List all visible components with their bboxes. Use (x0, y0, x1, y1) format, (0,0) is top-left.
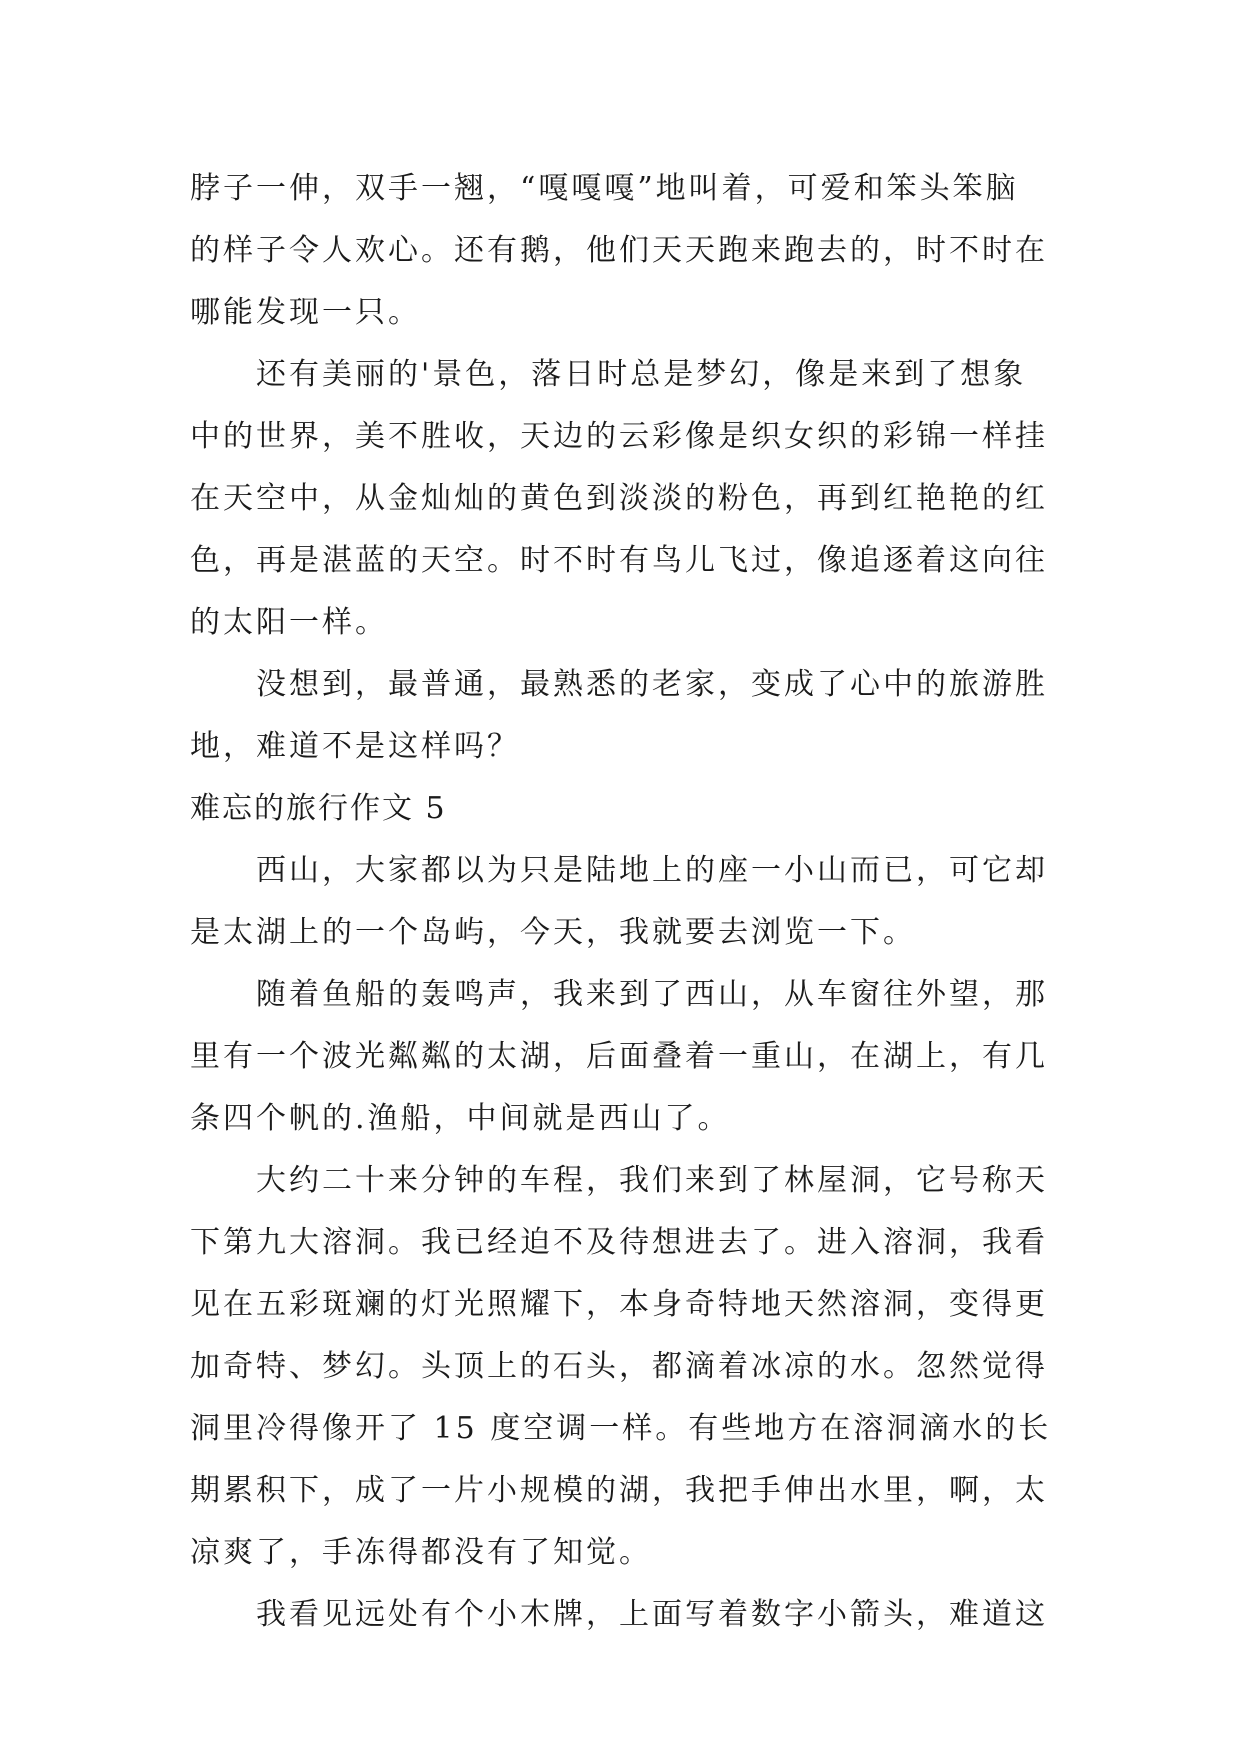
paragraph-start-line: 大约二十来分钟的车程，我们来到了林屋洞，它号称天 (256, 1163, 1048, 1198)
text-line: 见在五彩斑斓的灯光照耀下，本身奇特地天然溶洞，变得更 (190, 1287, 1048, 1322)
paragraph-start-line: 还有美丽的'景色，落日时总是梦幻，像是来到了想象 (256, 357, 1027, 392)
text-line: 的太阳一样。 (190, 605, 388, 640)
text-line: 加奇特、梦幻。头顶上的石头，都滴着冰凉的水。忽然觉得 (190, 1349, 1048, 1384)
text-line: 凉爽了，手冻得都没有了知觉。 (190, 1535, 652, 1570)
text-line: 脖子一伸，双手一翘，“嘎嘎嘎”地叫着，可爱和笨头笨脑 (190, 171, 1019, 206)
text-line: 条四个帆的.渔船，中间就是西山了。 (190, 1101, 731, 1136)
text-line: 地，难道不是这样吗？ (190, 729, 520, 764)
text-line: 里有一个波光粼粼的太湖，后面叠着一重山，在湖上，有几 (190, 1039, 1048, 1074)
text-line: 在天空中，从金灿灿的黄色到淡淡的粉色，再到红艳艳的红 (190, 481, 1048, 516)
text-line: 色，再是湛蓝的天空。时不时有鸟儿飞过，像追逐着这向往 (190, 543, 1048, 578)
text-line: 中的世界，美不胜收，天边的云彩像是织女织的彩锦一样挂 (190, 419, 1048, 454)
article-body (190, 158, 1060, 1646)
section-heading: 难忘的旅行作文 5 (190, 791, 447, 826)
paragraph-start-line: 西山，大家都以为只是陆地上的座一小山而已，可它却 (256, 853, 1048, 888)
text-line: 期累积下，成了一片小规模的湖，我把手伸出水里，啊，太 (190, 1473, 1048, 1508)
text-line: 洞里冷得像开了 15 度空调一样。有些地方在溶洞滴水的长 (190, 1411, 1052, 1446)
paragraph-start-line: 我看见远处有个小木牌，上面写着数字小箭头，难道这 (256, 1597, 1048, 1632)
text-line: 下第九大溶洞。我已经迫不及待想进去了。进入溶洞，我看 (190, 1225, 1048, 1260)
text-line: 的样子令人欢心。还有鹅，他们天天跑来跑去的，时不时在 (190, 233, 1048, 268)
text-line: 哪能发现一只。 (190, 295, 421, 330)
paragraph-start-line: 随着鱼船的轰鸣声，我来到了西山，从车窗往外望，那 (256, 977, 1048, 1012)
paragraph-start-line: 没想到，最普通，最熟悉的老家，变成了心中的旅游胜 (256, 667, 1048, 702)
text-line: 是太湖上的一个岛屿，今天，我就要去浏览一下。 (190, 915, 916, 950)
